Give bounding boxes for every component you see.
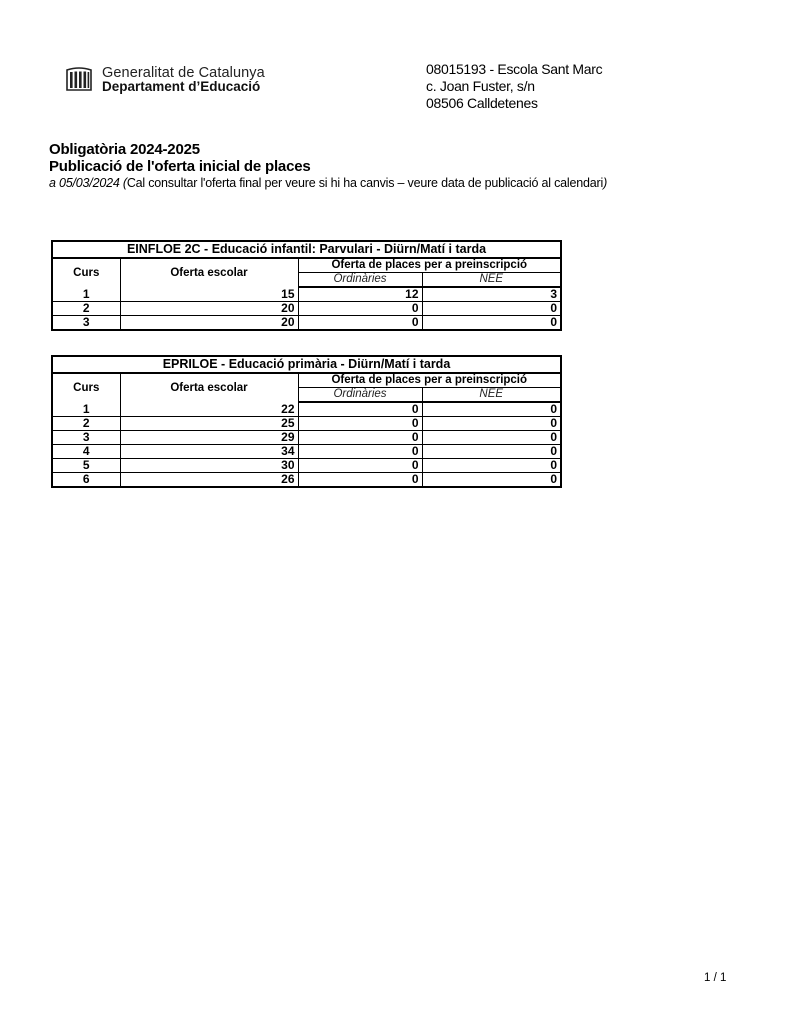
table-row	[52, 316, 561, 331]
column-header-ordinaries: Ordinàries	[298, 273, 422, 288]
column-header-nee: NEE	[422, 273, 561, 288]
publication-date: a 05/03/2024 (	[49, 176, 127, 190]
cell-oferta: 26	[120, 473, 298, 488]
publication-note-close: )	[603, 176, 608, 190]
document-subtitle: Publicació de l'oferta inicial de places	[49, 158, 311, 175]
cell-curs: 3	[52, 431, 120, 445]
cell-curs: 5	[52, 459, 120, 473]
cell-curs: 2	[52, 302, 120, 316]
table-row	[52, 417, 561, 431]
cell-ordinaries: 0	[298, 473, 422, 488]
table-title: EPRILOE - Educació primària - Diürn/Matí i tarda	[52, 356, 561, 373]
cell-oferta: 25	[120, 417, 298, 431]
column-header-oferta: Oferta escolar	[120, 373, 298, 402]
column-header-oferta: Oferta escolar	[120, 258, 298, 287]
school-code-name: 08015193 - Escola Sant Marc	[426, 61, 603, 77]
cell-ordinaries: 0	[298, 431, 422, 445]
column-header-nee: NEE	[422, 388, 561, 403]
cell-ordinaries: 0	[298, 417, 422, 431]
cell-ordinaries: 0	[298, 302, 422, 316]
cell-nee: 0	[422, 459, 561, 473]
column-header-places: Oferta de places per a preinscripció	[298, 373, 561, 388]
table-row	[52, 402, 561, 417]
cell-curs: 2	[52, 417, 120, 431]
cell-oferta: 34	[120, 445, 298, 459]
cell-ordinaries: 0	[298, 459, 422, 473]
cell-curs: 1	[52, 402, 120, 417]
cell-oferta: 20	[120, 302, 298, 316]
cell-oferta: 22	[120, 402, 298, 417]
column-header-places: Oferta de places per a preinscripció	[298, 258, 561, 273]
school-address: c. Joan Fuster, s/n	[426, 78, 535, 94]
publication-note-text: Cal consultar l'oferta final per veure si hi ha canvis – veure data de publicació al calendari	[126, 176, 604, 190]
table-row	[52, 445, 561, 459]
cell-oferta: 29	[120, 431, 298, 445]
document-title-block	[49, 141, 607, 191]
cell-nee: 0	[550, 315, 558, 329]
cell-nee: 3	[422, 287, 561, 302]
school-postal-city: 08506 Calldetenes	[426, 95, 538, 111]
cell-nee: 0	[422, 431, 561, 445]
logo-line-generalitat: Generalitat de Catalunya	[102, 65, 265, 81]
table-row	[52, 459, 561, 473]
column-header-ordinaries: Ordinàries	[298, 388, 422, 403]
table-title: EINFLOE 2C - Educació infantil: Parvulari - Diürn/Matí i tarda	[52, 241, 561, 258]
cell-oferta: 15	[120, 287, 298, 302]
cell-nee: 0	[550, 472, 557, 486]
table-row	[52, 302, 561, 316]
cell-nee: 0	[422, 302, 561, 316]
cell-nee: 0	[422, 417, 561, 431]
cell-oferta: 20	[120, 316, 298, 331]
cell-ordinaries: 0	[298, 402, 422, 417]
document-title: Obligatòria 2024-2025	[49, 141, 200, 158]
page-number: 1 / 1	[704, 972, 727, 984]
cell-curs: 3	[52, 316, 120, 331]
offer-table-primaria	[51, 355, 562, 488]
table-row	[52, 431, 561, 445]
cell-ordinaries: 0	[298, 316, 422, 331]
table-row	[52, 473, 561, 488]
cell-oferta: 30	[120, 459, 298, 473]
logo-line-department: Departament d’Educació	[102, 79, 261, 94]
column-header-curs: Curs	[52, 373, 120, 402]
cell-curs: 6	[52, 473, 120, 488]
cell-nee: 0	[422, 445, 561, 459]
cell-nee: 0	[422, 402, 561, 417]
cell-ordinaries: 12	[298, 287, 422, 302]
cell-ordinaries: 0	[298, 445, 422, 459]
school-info	[426, 61, 602, 112]
generalitat-emblem-icon	[64, 67, 94, 93]
column-header-curs: Curs	[52, 258, 120, 287]
publication-note	[49, 176, 607, 191]
generalitat-logo	[64, 64, 304, 96]
offer-table-infantil	[51, 240, 562, 331]
cell-curs: 1	[52, 287, 120, 302]
cell-curs: 4	[52, 445, 120, 459]
table-row	[52, 287, 561, 302]
